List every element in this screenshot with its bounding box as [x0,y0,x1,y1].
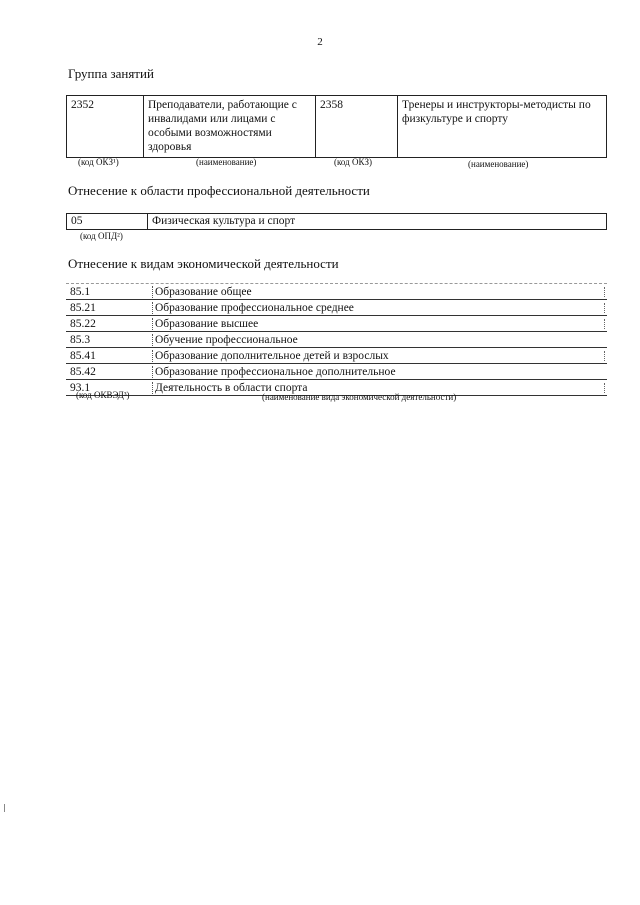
okved-name: Образование высшее [155,318,259,330]
okved-code: 85.21 [70,302,96,314]
caption-okved-name: (наименование вида экономической деятельности) [262,392,457,402]
page-number: 2 [317,36,323,48]
okved-code: 85.1 [70,286,91,298]
okved-name: Деятельность в области спорта [155,382,308,394]
okved-name: Образование профессиональное дополнительное [155,366,396,378]
list-item [66,300,607,316]
okved-name: Образование дополнительное детей и взрослых [155,350,389,362]
okved-code: 85.3 [70,334,91,346]
okved-name: Образование профессиональное среднее [155,302,354,314]
caption-okz-code-1: (код ОКЗ¹) [78,157,119,167]
okved-code: 85.22 [70,318,96,330]
caption-okved-code: (код ОКВЭД³) [76,390,130,400]
okved-name: Обучение профессиональное [155,334,298,346]
okved-code: 93.1 [70,382,91,394]
okved-code: 85.42 [70,366,96,378]
opd-code: 05 [71,215,83,227]
okved-name: Образование общее [155,286,252,298]
okved-code: 85.41 [70,350,96,362]
list-item [66,283,607,300]
professional-area-table [66,213,607,230]
economic-activity-list [66,283,607,396]
occupation-group-title: Группа занятий [68,66,154,81]
list-item [66,316,607,332]
occupation-name-1: Преподаватели, работающие с инвалидами или лицами с особыми возможностями здоровья [143,96,315,157]
list-item [66,348,607,364]
occupation-group-table [66,95,607,158]
opd-name: Физическая культура и спорт [147,214,606,229]
list-item [66,332,607,348]
caption-opd-code: (код ОПД²) [80,231,123,241]
caption-name-2: (наименование) [468,159,529,169]
occupation-code-2: 2358 [315,96,397,157]
list-item [66,364,607,380]
professional-area-title: Отнесение к области профессиональной деятельности [68,183,370,198]
caption-okz-code-2: (код ОКЗ) [334,157,372,167]
occupation-name-2: Тренеры и инструкторы-методисты по физкультуре и спорту [397,96,606,157]
economic-activity-title: Отнесение к видам экономической деятельности [68,256,339,271]
scan-margin-mark [4,804,5,812]
occupation-code-1: 2352 [71,99,94,111]
caption-name-1: (наименование) [196,157,257,167]
